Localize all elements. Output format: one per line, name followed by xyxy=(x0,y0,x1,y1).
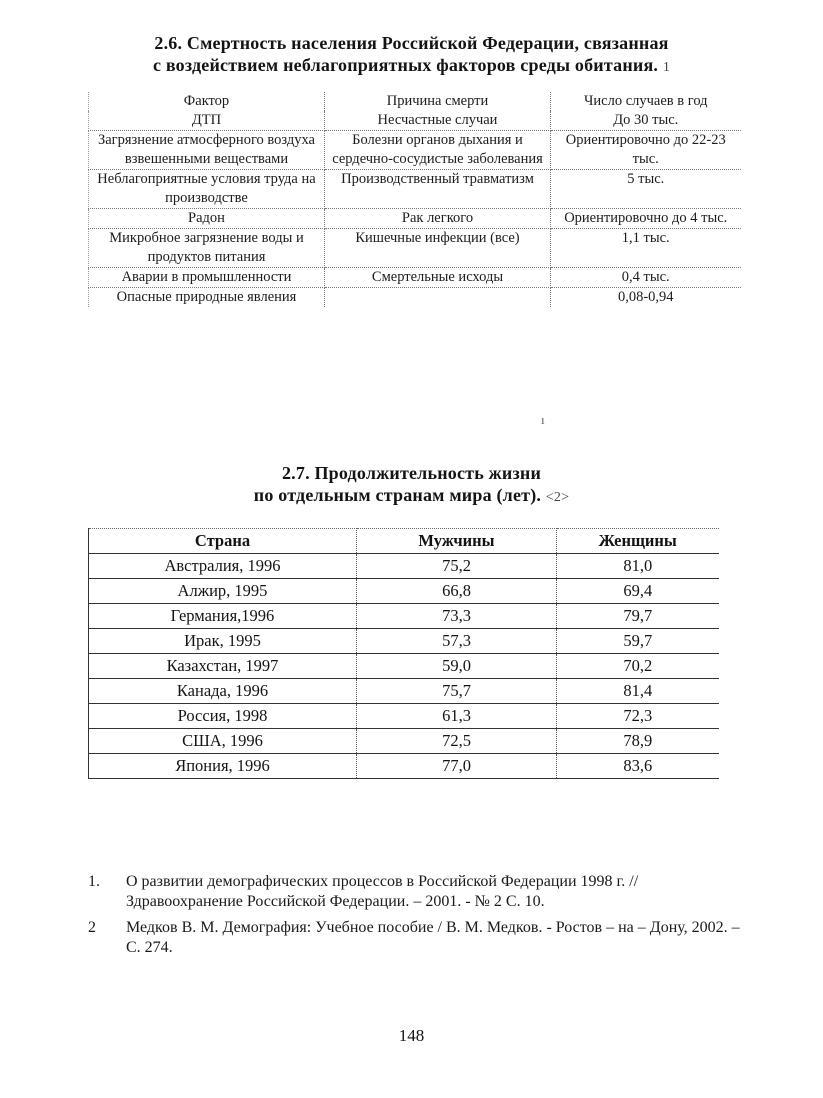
men-cell: 57,3 xyxy=(357,629,557,654)
country-cell: Ирак, 1995 xyxy=(89,629,357,654)
table-row xyxy=(89,111,741,131)
table-header-row xyxy=(89,92,741,111)
table-row xyxy=(89,629,719,654)
page-number: 148 xyxy=(398,1026,425,1045)
country-cell: Австралия, 1996 xyxy=(89,554,357,579)
cause-cell xyxy=(325,288,551,308)
table-row xyxy=(89,604,719,629)
cause-cell: Рак легкого xyxy=(325,209,551,229)
table-row xyxy=(89,209,741,229)
men-cell: 59,0 xyxy=(357,654,557,679)
mortality-table xyxy=(88,92,741,307)
women-cell: 70,2 xyxy=(557,654,719,679)
men-cell: 66,8 xyxy=(357,579,557,604)
factor-cell: Микробное загрязнение воды и продуктов питания xyxy=(89,229,325,268)
women-cell: 78,9 xyxy=(557,729,719,754)
women-cell: 59,7 xyxy=(557,629,719,654)
table2-title-line1: 2.7. Продолжительность жизни xyxy=(281,463,542,483)
cause-cell: Кишечные инфекции (все) xyxy=(325,229,551,268)
cases-cell: Ориентировочно до 4 тыс. xyxy=(551,209,741,229)
table2-title-text: по отдельным странам мира (лет). xyxy=(253,485,542,505)
table-row xyxy=(89,268,741,288)
cases-cell: 0,4 тыс. xyxy=(551,268,741,288)
column-header: Мужчины xyxy=(357,529,557,554)
women-cell: 72,3 xyxy=(557,704,719,729)
cases-cell: 5 тыс. xyxy=(551,170,741,209)
table-row xyxy=(89,654,719,679)
column-header: Фактор xyxy=(89,92,325,111)
men-cell: 75,7 xyxy=(357,679,557,704)
table1-title-ref: 1 xyxy=(662,60,671,75)
country-cell: Япония, 1996 xyxy=(89,754,357,779)
women-cell: 81,0 xyxy=(557,554,719,579)
footnote-number: 2 xyxy=(88,919,96,936)
table2-title-ref: <2> xyxy=(545,490,570,505)
column-header: Причина смерти xyxy=(325,92,551,111)
table-row xyxy=(89,754,719,779)
country-cell: Казахстан, 1997 xyxy=(89,654,357,679)
cases-cell: 1,1 тыс. xyxy=(551,229,741,268)
footnote-text: Медков В. М. Демография: Учебное пособие / В. М. Медков. - Ростов – на – Дону, 2002. – С. 274. xyxy=(126,919,740,956)
factor-cell: Опасные природные явления xyxy=(89,288,325,308)
cause-cell: Несчастные случаи xyxy=(325,111,551,131)
women-cell: 79,7 xyxy=(557,604,719,629)
column-header: Женщины xyxy=(557,529,719,554)
factor-cell: ДТП xyxy=(89,111,325,131)
factor-cell: Загрязнение атмосферного воздуха взвешенными веществами xyxy=(89,131,325,170)
cause-cell: Производственный травматизм xyxy=(325,170,551,209)
footnotes xyxy=(88,872,756,964)
cause-cell: Болезни органов дыхания и сердечно-сосудистые заболевания xyxy=(325,131,551,170)
country-cell: Алжир, 1995 xyxy=(89,579,357,604)
table-row xyxy=(89,170,741,209)
table-row xyxy=(89,729,719,754)
men-cell: 72,5 xyxy=(357,729,557,754)
column-header: Число случаев в год xyxy=(583,93,708,109)
table1-title-text: с воздействием неблагоприятных факторов среды обитания. xyxy=(152,55,659,75)
table-row xyxy=(89,554,719,579)
table1-title-line1: 2.6. Смертность населения Российской Федерации, связанная xyxy=(154,33,669,53)
column-header: Страна xyxy=(89,529,357,554)
life-expectancy-table xyxy=(88,528,719,779)
footnote-text: О развитии демографических процессов в Российской Федерации 1998 г. // Здравоохранение Российской Федерации. – 2001. - № 2 С. 10. xyxy=(126,873,639,910)
table-row xyxy=(89,579,719,604)
country-cell: Канада, 1996 xyxy=(89,679,357,704)
table2-title-line2 xyxy=(0,484,823,509)
cases-cell: 0,08-0,94 xyxy=(617,289,674,305)
table-row xyxy=(89,704,719,729)
women-cell: 69,4 xyxy=(557,579,719,604)
scan-mark: ı xyxy=(541,412,545,427)
table-row xyxy=(89,229,741,268)
factor-cell: Аварии в промышленности xyxy=(89,268,325,288)
table-row xyxy=(89,131,741,170)
factor-cell: Радон xyxy=(89,209,325,229)
men-cell: 61,3 xyxy=(357,704,557,729)
country-cell: Германия,1996 xyxy=(89,604,357,629)
cases-cell: Ориентировочно до 22-23 тыс. xyxy=(551,131,741,170)
footnote xyxy=(88,872,756,912)
cases-cell: До 30 тыс. xyxy=(551,111,741,131)
table-header-row xyxy=(89,529,719,554)
table-row xyxy=(89,288,741,308)
women-cell: 81,4 xyxy=(557,679,719,704)
cause-cell: Смертельные исходы xyxy=(325,268,551,288)
factor-cell: Неблагоприятные условия труда на производстве xyxy=(89,170,325,209)
country-cell: Россия, 1998 xyxy=(89,704,357,729)
men-cell: 77,0 xyxy=(357,754,557,779)
footnote-number: 1. xyxy=(88,873,100,890)
men-cell: 75,2 xyxy=(357,554,557,579)
table1-title-line2 xyxy=(0,54,823,79)
women-cell: 83,6 xyxy=(557,754,719,779)
table-row xyxy=(89,679,719,704)
footnote xyxy=(88,918,756,958)
country-cell: США, 1996 xyxy=(89,729,357,754)
men-cell: 73,3 xyxy=(357,604,557,629)
